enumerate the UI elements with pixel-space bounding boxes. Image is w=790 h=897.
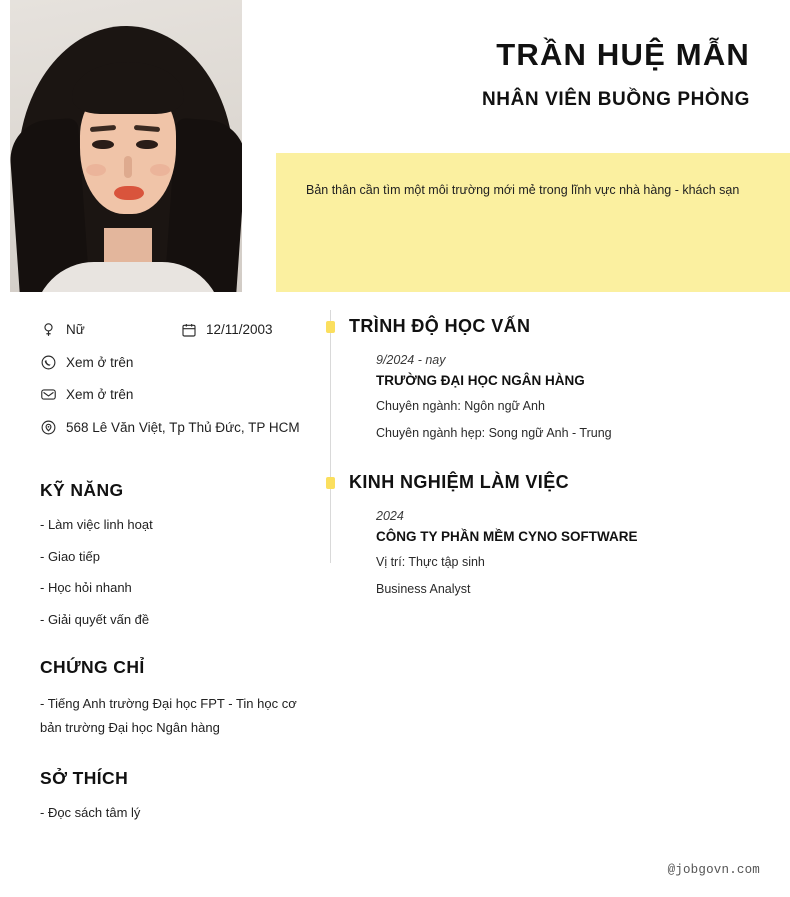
cv-body [0, 292, 790, 835]
education-title: TRÌNH ĐỘ HỌC VẤN [349, 316, 531, 336]
summary-text: Bản thân cần tìm một môi trường mới mẻ trong lĩnh vực nhà hàng - khách sạn [306, 183, 740, 197]
skills-item: - Làm việc linh hoạt [40, 517, 153, 533]
gender-icon [40, 321, 57, 338]
bullet-marker-icon [326, 477, 335, 489]
contact-phone [40, 353, 133, 373]
experience-date: 2024 [376, 509, 404, 523]
contact-email-value: Xem ở trên [66, 387, 134, 403]
contact-email [40, 385, 133, 405]
phone-icon [40, 354, 57, 371]
contact-row [40, 320, 306, 340]
contact-dob-value: 12/11/2003 [206, 322, 273, 337]
experience-title: KINH NGHIỆM LÀM VIỆC [349, 472, 570, 492]
nose-shape [124, 156, 132, 178]
education-org: TRƯỜNG ĐẠI HỌC NGÂN HÀNG [376, 373, 585, 388]
contact-phone-value: Xem ở trên [66, 354, 134, 370]
candidate-role: NHÂN VIÊN BUỒNG PHÒNG [481, 89, 750, 111]
cheek-right [150, 164, 170, 176]
contact-gender-value: Nữ [66, 322, 85, 337]
timeline-divider [330, 310, 331, 563]
summary-box [276, 153, 790, 292]
portrait-photo [10, 0, 242, 292]
left-column [0, 292, 330, 835]
skills-item: - Giải quyết vấn đề [40, 611, 150, 627]
experience-section [349, 472, 760, 598]
education-section [349, 316, 760, 442]
contact-address-value: 568 Lê Văn Việt, Tp Thủ Đức, TP HCM [66, 419, 300, 435]
skills-item: - Học hỏi nhanh [40, 580, 132, 596]
skills-title: KỸ NĂNG [40, 480, 124, 501]
calendar-icon [180, 321, 197, 338]
eye-left [92, 140, 114, 149]
contact-row [40, 385, 306, 405]
education-header [349, 316, 760, 337]
watermark: @jobgovn.com [667, 863, 760, 877]
candidate-name: TRẦN HUỆ MẪN [496, 37, 750, 72]
contact-row [40, 418, 306, 438]
lips-shape [114, 186, 144, 200]
contact-gender [40, 320, 180, 340]
right-column [330, 292, 790, 835]
cv-header [0, 0, 790, 292]
contact-dob [180, 320, 273, 340]
education-detail: Chuyên ngành hẹp: Song ngữ Anh - Trung [376, 425, 612, 440]
experience-detail: Vị trí: Thực tập sinh [376, 555, 485, 569]
interests-title: SỞ THÍCH [40, 768, 129, 789]
skills-item: - Giao tiếp [40, 548, 100, 564]
experience-org: CÔNG TY PHẦN MỀM CYNO SOFTWARE [376, 529, 638, 544]
experience-detail: Business Analyst [376, 581, 471, 596]
experience-header [349, 472, 760, 493]
education-date: 9/2024 - nay [376, 353, 446, 367]
certificates-title: CHỨNG CHỈ [40, 657, 145, 678]
certificates-item: - Tiếng Anh trường Đại học FPT - Tin học cơ bản trường Đại học Ngân hàng [40, 696, 297, 736]
contact-address [40, 418, 300, 438]
interests-item: - Đọc sách tâm lý [40, 805, 141, 821]
contact-row [40, 353, 306, 373]
mail-icon [40, 386, 57, 403]
eye-right [136, 140, 158, 149]
contact-block [40, 320, 306, 450]
education-detail: Chuyên ngành: Ngôn ngữ Anh [376, 399, 545, 413]
bullet-marker-icon [326, 321, 335, 333]
cheek-left [86, 164, 106, 176]
name-block [482, 36, 750, 111]
location-icon [40, 419, 57, 436]
